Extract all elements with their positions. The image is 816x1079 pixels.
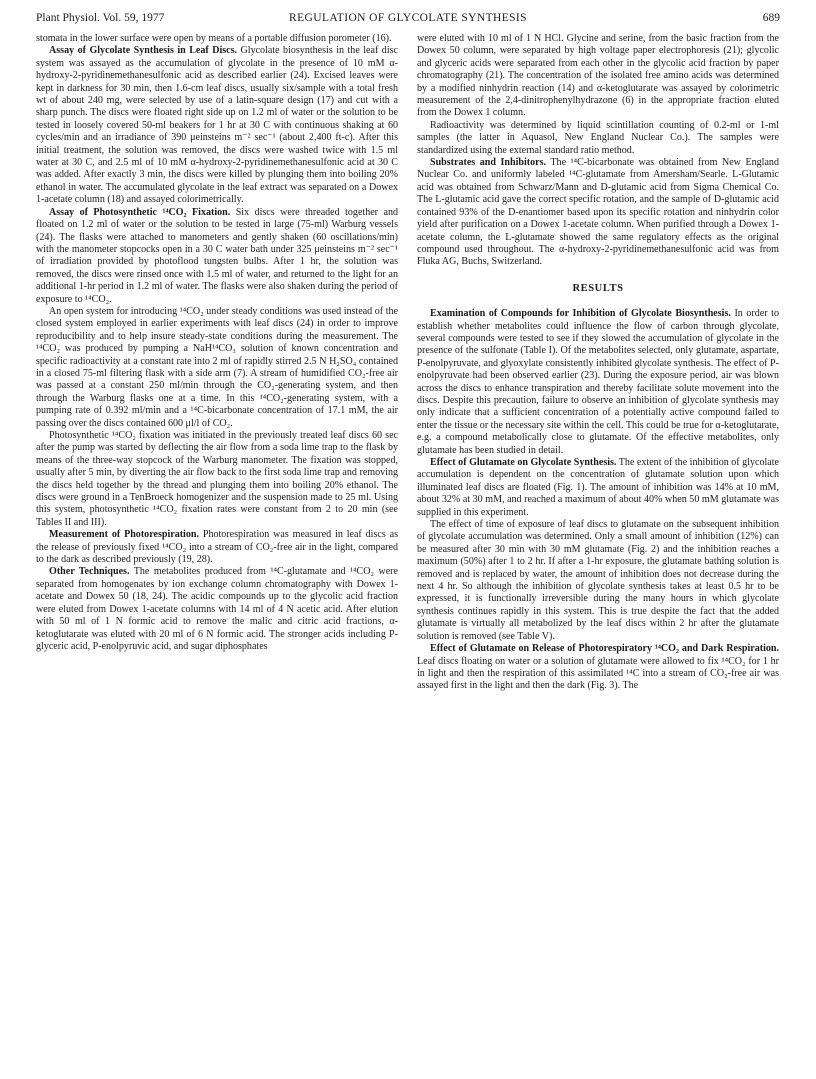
paragraph-open-system: An open system for introducing ¹⁴CO₂ under steady conditions was used instead of the closed system employed in earlier experiments with leaf discs (24) in order to improve reproducibility and to help insure steady-state conditions during the measurement. The ¹⁴CO₂ was produced by pumping a NaH¹⁴CO₃ solution of known concentration and specific radioactivity at a constant rate into 2 ml of rapidly stirred 2.5 N H₂SO₄ contained in a closed 75-ml filtering flask with a side arm (7). A stream of humidified CO₂-free air was passed at a constant 250 ml/min through the CO₂-generating system, and then through the Warburg flasks one at a time. In this ¹⁴CO₂-generating system, with a pumping rate of 0.392 ml/min and a ¹⁴C-bicarbonate concentration of 17.1 mM, the air passing over the discs contained 600 μl/l of CO₂. — [36, 305, 398, 429]
section-heading: Assay of Glycolate Synthesis in Leaf Discs. — [49, 45, 238, 57]
paragraph-co2-fixation-assay: Assay of Photosynthetic ¹⁴CO₂ Fixation. Six discs were threaded together and floated on 1.2 ml of water or the solution to be tested in large (75-ml) Warburg vessels (24). The flasks were attached to manometers and gently shaken (60 oscillations/min) with the manometer stopcocks open in a 30 C water bath under 325 μeinsteins m⁻² sec⁻¹ of irradiation provided by photoflood tungsten bulbs. After 1 hr, the solution was removed, the discs were rinsed once with 1.5 ml of water, and returned to the light for an additional 1-hr period in 1.2 ml of water. The flasks were also shaken during the period of exposure to ¹⁴CO₂. — [36, 206, 398, 305]
section-heading: Effect of Glutamate on Release of Photorespiratory ¹⁴CO₂ and Dark Respiration. — [430, 643, 779, 655]
section-heading: Examination of Compounds for Inhibition of Glycolate Biosynthesis. — [430, 308, 731, 320]
paragraph-porometer: stomata in the lower surface were open by means of a portable diffusion porometer (16). — [36, 33, 392, 44]
right-column — [417, 33, 779, 693]
section-heading: Assay of Photosynthetic ¹⁴CO₂ Fixation. — [49, 206, 231, 218]
paragraph-glycolate-assay: Assay of Glycolate Synthesis in Leaf Discs. Glycolate biosynthesis in the leaf disc system was assayed as the accumulation of glycolate in the presence of 10 mM α-hydroxy-2-pyridinemethanesulfonic acid as described earlier (24). Excised leaves were kept in darkness for 30 min, then 1.6-cm leaf discs, usually six/sample with a total fresh wt of about 240 mg, were selected by use of a latin-square design (17) and cut with a sharp punch. The discs were floated right side up on 1.2 ml of water or the solution to be tested in loosely covered 50-ml beakers for 1 hr at 30 C with continuous shaking at 60 cycles/min and an irradiance of 390 μeinsteins m⁻² sec⁻¹ (about 2,400 ft-c). After this initial treatment, the solution was removed, the discs were washed twice with 1.5 ml water at 30 C, and 2.5 ml of 10 mM α-hydroxy-2-pyridinemethanesulfonic acid at 30 C was added. After exactly 3 min, the discs were killed by plunging them into boiling 20% ethanol in water. The accumulated glycolate in the leaf extract was separated on a Dowex 1-acetate column (18) and assayed colorimetrically. — [36, 45, 398, 206]
paragraph-glutamate-effect: Effect of Glutamate on Glycolate Synthesis. The extent of the inhibition of glycolate accumulation is dependent on the concentration of glutamate solution upon which illuminated leaf discs are floated (Fig. 1). The amount of inhibition was 14% at 10 mM, about 32% at 30 mM, and reached a maximum of about 40% when 50 mM glutamate was supplied in this experiment. — [417, 457, 779, 518]
paragraph-inhibition-examination: Examination of Compounds for Inhibition of Glycolate Biosynthesis. In order to establish whether metabolites could influence the flow of carbon through glycolate, several compounds were tested to see if they slowed the accumulation of glycolate in the presence of the sulfonate (Table I). Of the metabolites selected, only glutamate, aspartate, P-enolpyruvate, and glyoxylate consistently inhibited glycolate synthesis. The effect of P-enolpyruvate had been observed earlier (23). During the exposure period, air was blown across the discs to enhance transpiration and thereby facilitate solute movement into the discs. Despite this precaution, failure to observe an inhibition of glycolate synthesis may only indicate that a sufficient concentration of a potentially active compound failed to enter the tissue or the necessary site within the cell. This could be true for α-ketoglutarate, e.g. a compound metabolically close to glutamate. Of the effective metabolites, only glutamate has been studied in detail. — [417, 308, 779, 456]
section-heading: Effect of Glutamate on Glycolate Synthesis. — [430, 457, 617, 468]
paragraph-substrates: Substrates and Inhibitors. The ¹⁴C-bicarbonate was obtained from New England Nuclear Co. and uniformly labeled ¹⁴C-glutamate from Amersham/Searle. L-Glutamic acid was obtained from Schwarz/Mann and D-glutamic acid from Sigma Chemical Co. The L-glutamic acid gave the correct specific rotation, and the sample of D-glutamic acid contained 93% of the D-enantiomer based upon its specific rotation and ninhydrin color yield after purification on a Dowex 1-acetate column. When purified through a Dowex 1-acetate column, the L-glutamate showed the same regulatory effects as the original compound used throughout. The α-hydroxy-2-pyridinemethanesulfonic acid was from Fluka AG, Buchs, Switzerland. — [417, 157, 779, 268]
section-heading: Other Techniques. — [49, 566, 130, 578]
journal-citation: Plant Physiol. Vol. 59, 1977 — [36, 12, 165, 24]
paragraph-photorespiratory-release: Effect of Glutamate on Release of Photorespiratory ¹⁴CO₂ and Dark Respiration. Leaf discs floating on water or a solution of glutamate were allowed to fix ¹⁴CO₂ for 1 hr in light and then the respiration of this assimilated ¹⁴C into a stream of CO₂-free air was assayed first in the light and then the dark (Fig. 3). The — [417, 643, 779, 692]
page-number: 689 — [762, 12, 780, 24]
paragraph-exposure-time: The effect of time of exposure of leaf discs to glutamate on the subsequent inhibition of glycolate accumulation was determined. Only a small amount of inhibition (12%) can be measured after 30 min with 30 mM glutamate (Fig. 2) and the inhibition reaches a maximum (50%) after 1 to 2 hr. If after a 1-hr exposure, the glutamate bathing solution is removed and is replaced by water, the amount of inhibition does not decrease during the next 4 hr. So although the inhibition of glycolate synthesis takes at least 0.5 hr to be expressed, it is functionally irreversible during the many hours in which glycolate synthesis continues rapidly in this system. This is true despite the fact that the added glutamate is virtually all metabolized by the leaf discs within 2 hr after the glutamate solution is removed (see Table V). — [417, 519, 779, 642]
results-heading: RESULTS — [572, 282, 624, 294]
section-heading: Substrates and Inhibitors. — [430, 157, 547, 169]
paragraph-radioactivity: Radioactivity was determined by liquid scintillation counting of 0.2-ml or 1-ml samples (the latter in Aquasol, New England Nuclear Co.). The samples were standardized using the external standard ratio method. — [417, 119, 779, 156]
running-title: REGULATION OF GLYCOLATE SYNTHESIS — [289, 12, 527, 24]
section-heading: Measurement of Photorespiration. — [49, 529, 199, 541]
running-header — [36, 12, 780, 28]
paragraph-photorespiration: Measurement of Photorespiration. Photorespiration was measured in leaf discs as the release of previously fixed ¹⁴CO₂ into a stream of CO₂-free air in the light, compared to the dark as described previously (19, 28). — [36, 529, 398, 566]
paragraph-elution: were eluted with 10 ml of 1 N HCl. Glycine and serine, from the basic fraction from the Dowex 50 column, were separated by high voltage paper electrophoresis (21); glycolic and glyceric acids were separated from each other in the glycolic acid fraction by paper chromatography (21). The concentration of the isolated free amino acids was determined by a modified ninhydrin reaction (14) and α-ketoglutarate was assayed by colorimetric measurement of the 2,4-dinitrophenylhydrazone (6) in the appropriate fraction eluted from the Dowex 1 column. — [417, 33, 779, 119]
left-column — [36, 33, 398, 653]
paragraph-other-techniques: Other Techniques. The metabolites produced from ¹⁴C-glutamate and ¹⁴CO₂ were separated from homogenates by ion exchange column chromatography with Dowex 1-acetate and Dowex 50 (18, 24). The acidic compounds up to the glycolic acid fraction were eluted from Dowex 1-acetate columns with 14 ml of 4 N acetic acid. After elution with 50 ml of 1 N formic acid to remove the malic and citric acid fractions, α-ketoglutarate was eluted with 20 ml of 6 N formic acid. The stronger acids including P-glyceric acid, P-enolpyruvic acid, and sugar diphosphates — [36, 566, 398, 652]
paragraph-fixation-initiation: Photosynthetic ¹⁴CO₂ fixation was initiated in the previously treated leaf discs 60 sec after the pump was started by deflecting the air flow from a soda lime trap to the flask by means of the three-way stopcock of the Warburg manometer. The fixation was stopped, usually after 5 min, by diverting the air flow back to the first soda lime trap and removing the discs held together by the thread and plunging them into boiling 20% ethanol. The discs were ground in a TenBroeck homogenizer and the suspension made to 25 ml. Using this system, photosynthetic ¹⁴CO₂ fixation rates were constant from 2 to 20 min (see Tables II and III). — [36, 430, 398, 528]
